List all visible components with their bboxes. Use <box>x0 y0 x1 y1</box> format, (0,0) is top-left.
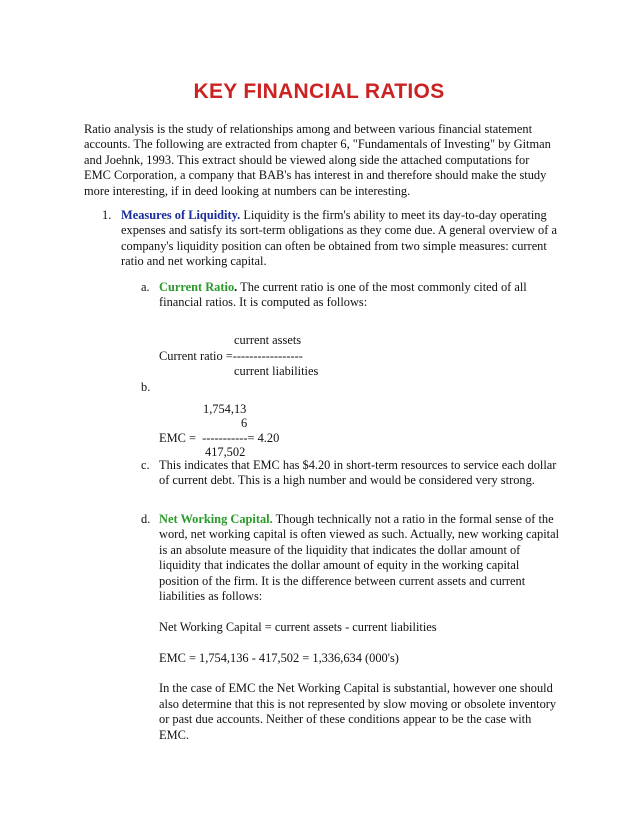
item-a-text: The current ratio is one of the most commonly cited of all financial ratios. It is computed as follows: <box>159 280 527 310</box>
emc-denominator: 417,502 <box>205 445 246 459</box>
item-a-period: . <box>234 280 238 294</box>
item-a-marker: a. <box>141 280 150 294</box>
section1-text: Liquidity is the firm's ability to meet its day-to-day operating expenses and satisfy its sort-term obligations as they come due. A general overview of a company's liquidity position can often be obtained from two simple measures: current ratio and net working capital. <box>121 208 557 269</box>
section1-heading: Measures of Liquidity. <box>121 208 241 222</box>
item-d-text: Though technically not a ratio in the formal sense of the word, net working capital is often viewed as such. Actually, new working capital is an absolute measure of the liquidity that indicates the dollar amount of liquidity that indicates the dollar amount of equity in the working capital position of the firm. It is the difference between current assets and current liabilities as follows: <box>159 512 560 604</box>
emc-equation: EMC = -----------= 4.20 <box>159 431 280 445</box>
item-d-marker: d. <box>141 512 151 526</box>
item-d-paragraph <box>159 512 561 604</box>
formula-numerator: current assets <box>234 333 302 347</box>
item-b-marker: b. <box>141 380 151 394</box>
item-c-marker: c. <box>141 458 150 472</box>
item-a-heading: Current Ratio <box>159 280 235 294</box>
formula-denominator: current liabilities <box>234 364 319 378</box>
formula-lhs: Current ratio = <box>159 349 233 363</box>
emc-numerator-line2: 6 <box>241 416 248 430</box>
nwc-emc-calculation: EMC = 1,754,136 - 417,502 = 1,336,634 (000's) <box>159 650 399 665</box>
formula-dashes: ----------------- <box>232 349 303 363</box>
section1-paragraph <box>121 208 561 270</box>
nwc-closing-paragraph: In the case of EMC the Net Working Capital is substantial, however one should also determine that this is not represented by slow moving or obsolete inventory or past due accounts. Neither of these conditions appear to be the case with EMC. <box>159 681 557 742</box>
item-d-heading: Net Working Capital. <box>159 512 273 526</box>
section1-marker: 1. <box>102 208 112 222</box>
item-d-block <box>159 512 561 743</box>
item-a-paragraph <box>159 280 559 311</box>
page-title: KEY FINANCIAL RATIOS <box>193 80 445 103</box>
nwc-formula: Net Working Capital = current assets - current liabilities <box>159 619 437 634</box>
intro-paragraph: Ratio analysis is the study of relationships among and between various financial statement accounts. The following are extracted from chapter 6, "Fundamentals of Investing" by Gitman and Joehnk, 1993. This extract should be viewed along side the attached computations for EMC Corporation, a company that BAB's has interest in and therefore should make the study more interesting, if in deed looking at numbers can be interesting. <box>84 122 551 198</box>
item-c-paragraph: This indicates that EMC has $4.20 in short-term resources to service each dollar of current debt. This is a high number and would be considered very strong. <box>159 458 557 488</box>
emc-numerator-line1: 1,754,13 <box>203 402 247 416</box>
formula-line <box>159 349 303 364</box>
